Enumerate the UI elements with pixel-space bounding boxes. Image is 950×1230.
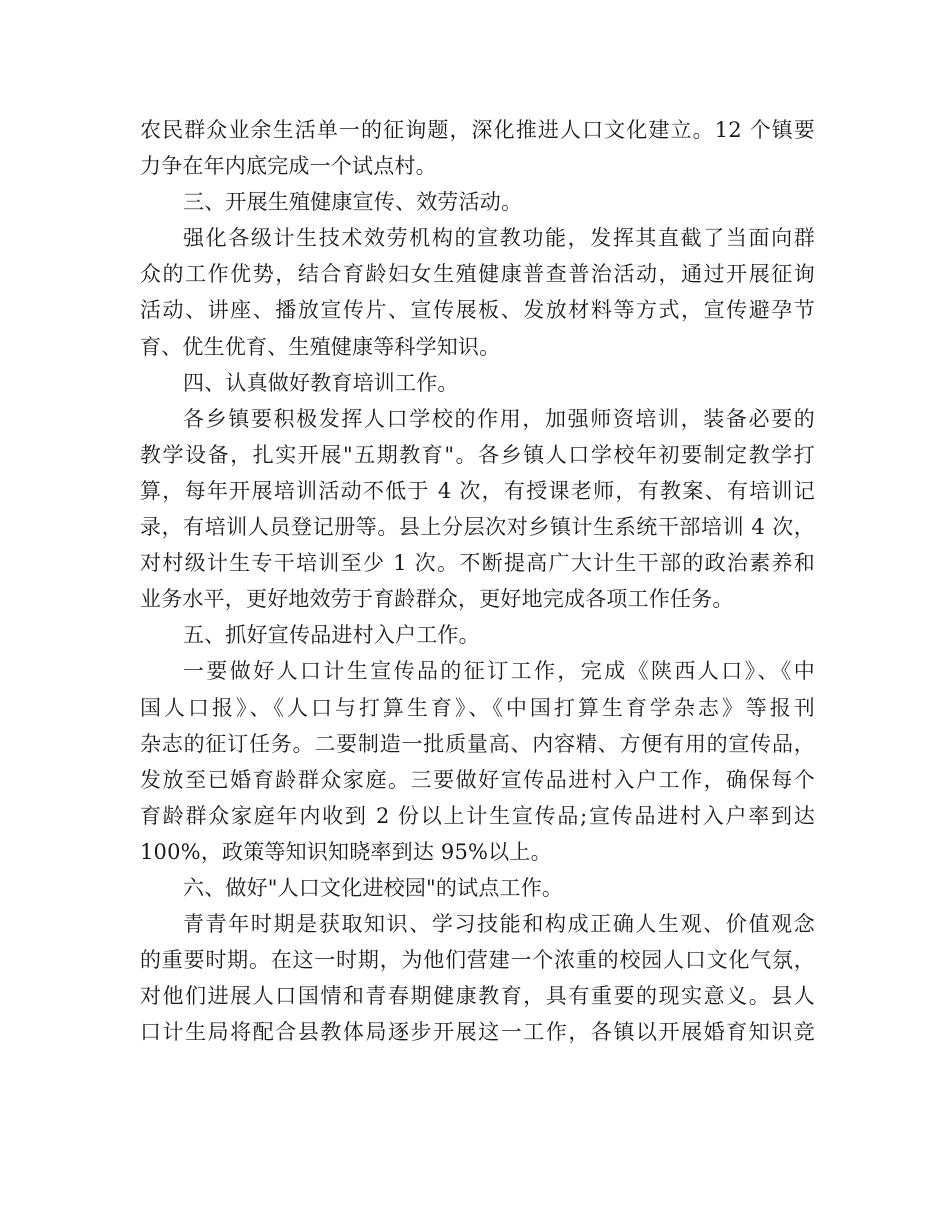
text-line: 发放至已婚育龄群众家庭。三要做好宣传品进村入户工作，确保每个 bbox=[140, 767, 815, 792]
text-line: 三、开展生殖健康宣传、效劳活动。 bbox=[183, 190, 523, 215]
text-line: 一要做好人口计生宣传品的征订工作，完成《陕西人口》、《中 bbox=[183, 659, 815, 684]
text-line: 育龄群众家庭年内收到 2 份以上计生宣传品;宣传品进村入户率到达 bbox=[140, 803, 815, 828]
text-line: 对他们进展人口国情和青春期健康教育，具有重要的现实意义。县人 bbox=[140, 984, 815, 1009]
text-line: 算，每年开展培训活动不低于 4 次，有授课老师，有教案、有培训记 bbox=[140, 478, 815, 503]
text-line: 活动、讲座、播放宣传片、宣传展板、发放材料等方式，宣传避孕节 bbox=[140, 298, 815, 323]
text-line: 的重要时期。在这一时期，为他们营建一个浓重的校园人口文化气氛， bbox=[140, 948, 815, 973]
text-line: 育、优生优育、生殖健康等科学知识。 bbox=[140, 334, 501, 359]
text-line: 各乡镇要积极发挥人口学校的作用，加强师资培训，装备必要的 bbox=[183, 406, 815, 431]
text-line: 对村级计生专干培训至少 1 次。不断提高广大计生干部的政治素养和 bbox=[140, 551, 815, 576]
text-line: 众的工作优势，结合育龄妇女生殖健康普查普治活动，通过开展征询 bbox=[140, 262, 815, 287]
text-line: 力争在年内底完成一个试点村。 bbox=[140, 154, 437, 179]
text-line: 100%，政策等知识知晓率到达 95%以上。 bbox=[140, 839, 552, 864]
text-line: 录，有培训人员登记册等。县上分层次对乡镇计生系统干部培训 4 次， bbox=[140, 515, 815, 540]
document-body bbox=[140, 112, 815, 1050]
text-line: 五、抓好宣传品进村入户工作。 bbox=[183, 623, 480, 648]
text-line: 国人口报》、《人口与打算生育》、《中国打算生育学杂志》等报刊 bbox=[140, 695, 815, 720]
text-line: 六、做好"人口文化进校园"的试点工作。 bbox=[183, 875, 564, 900]
text-line: 业务水平，更好地效劳于育龄群众，更好地完成各项工作任务。 bbox=[140, 587, 734, 612]
text-line: 口计生局将配合县教体局逐步开展这一工作，各镇以开展婚育知识竞 bbox=[140, 1020, 815, 1045]
text-line: 农民群众业余生活单一的征询题，深化推进人口文化建立。12 个镇要 bbox=[140, 118, 815, 142]
text-line: 青青年时期是获取知识、学习技能和构成正确人生观、价值观念 bbox=[183, 912, 815, 937]
text-line: 强化各级计生技术效劳机构的宣教功能，发挥其直截了当面向群 bbox=[183, 226, 815, 251]
text-line: 教学设备，扎实开展"五期教育"。各乡镇人口学校年初要制定教学打 bbox=[140, 442, 815, 467]
text-line: 杂志的征订任务。二要制造一批质量高、内容精、方便有用的宣传品， bbox=[140, 731, 815, 756]
text-line: 四、认真做好教育培训工作。 bbox=[183, 370, 459, 395]
